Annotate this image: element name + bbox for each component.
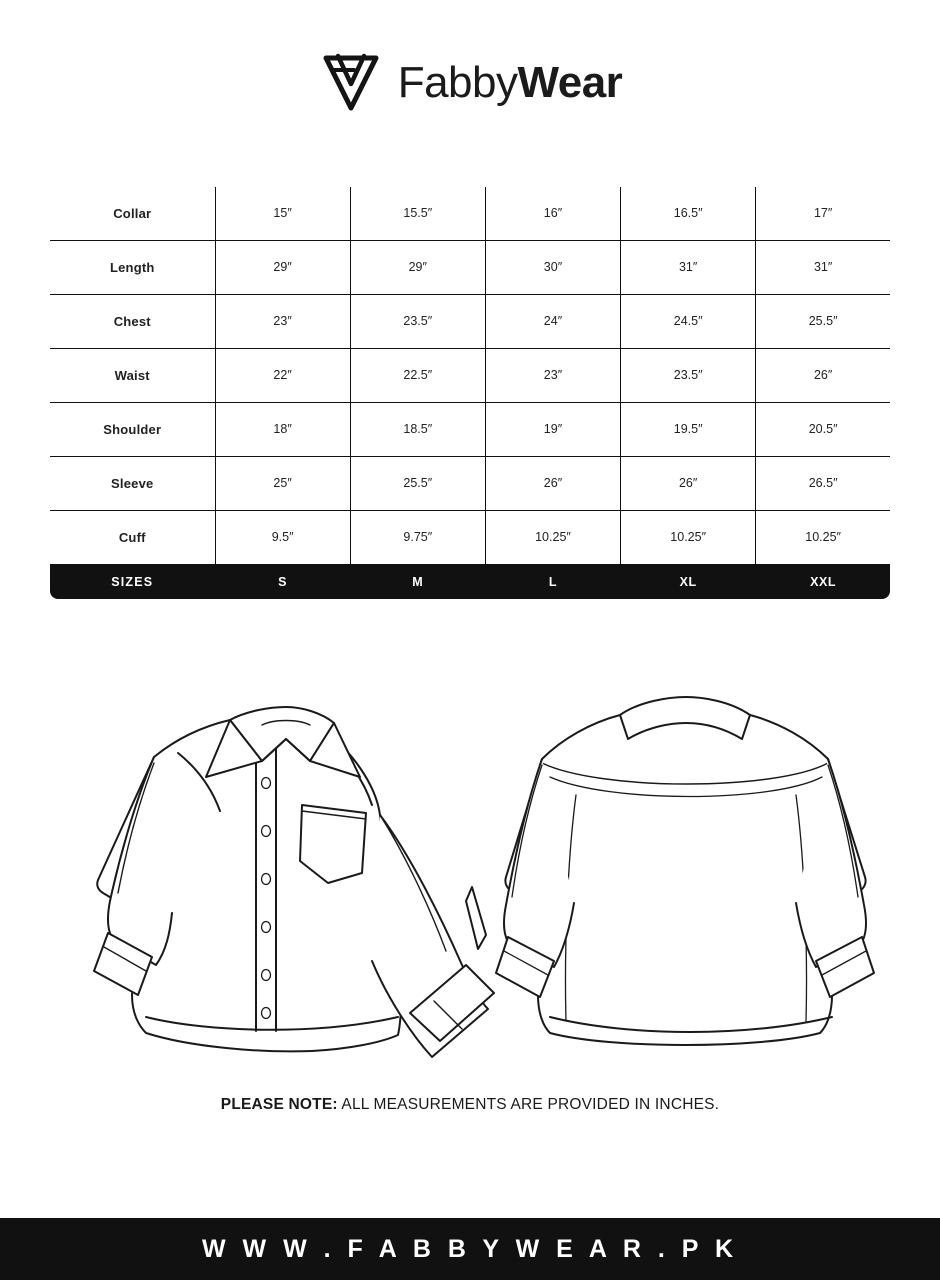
size-table-container (48, 185, 892, 601)
brand-name-light: Fabby (397, 58, 518, 107)
cell-cuff-l: 10.25″ (485, 510, 620, 564)
size-table (48, 185, 892, 601)
measurement-note (0, 1096, 940, 1114)
cell-chest-l: 24″ (485, 294, 620, 348)
cell-cuff-m: 9.75″ (350, 510, 485, 564)
row-label-cuff: Cuff (49, 510, 215, 564)
cell-waist-xxl: 26″ (756, 348, 891, 402)
cell-length-l: 30″ (485, 240, 620, 294)
table-row (49, 294, 891, 348)
cell-waist-m: 22.5″ (350, 348, 485, 402)
note-emphasis: PLEASE NOTE: (220, 1096, 338, 1113)
cell-waist-s: 22″ (215, 348, 350, 402)
website-url: W W W . F A B B Y W E A R . P K (201, 1234, 739, 1263)
cell-collar-l: 16″ (485, 186, 620, 240)
cell-length-m: 29″ (350, 240, 485, 294)
cell-shoulder-xl: 19.5″ (621, 402, 756, 456)
cell-chest-m: 23.5″ (350, 294, 485, 348)
cell-waist-xl: 23.5″ (621, 348, 756, 402)
table-row (49, 402, 891, 456)
cell-chest-s: 23″ (215, 294, 350, 348)
cell-sleeve-xxl: 26.5″ (756, 456, 891, 510)
table-row (49, 240, 891, 294)
note-text: ALL MEASUREMENTS ARE PROVIDED IN INCHES. (337, 1096, 720, 1113)
cell-chest-xl: 24.5″ (621, 294, 756, 348)
table-row (49, 510, 891, 564)
size-header-l: L (485, 564, 620, 600)
cell-sleeve-l: 26″ (485, 456, 620, 510)
cell-collar-xxl: 17″ (756, 186, 891, 240)
cell-cuff-xxl: 10.25″ (756, 510, 891, 564)
table-row (49, 186, 891, 240)
cell-shoulder-xxl: 20.5″ (756, 402, 891, 456)
website-footer-bar (0, 1218, 940, 1280)
shirt-illustrations (0, 665, 940, 1065)
row-label-shoulder: Shoulder (49, 402, 215, 456)
cell-length-xxl: 31″ (756, 240, 891, 294)
table-row (49, 456, 891, 510)
cell-sleeve-xl: 26″ (621, 456, 756, 510)
sizes-label: SIZES (49, 564, 215, 600)
cell-shoulder-s: 18″ (215, 402, 350, 456)
row-label-waist: Waist (49, 348, 215, 402)
row-label-sleeve: Sleeve (49, 456, 215, 510)
shirt-back-illustration (490, 665, 890, 1065)
fabbywear-logo-icon (318, 50, 384, 116)
cell-collar-s: 15″ (215, 186, 350, 240)
brand-header (0, 50, 940, 116)
row-label-chest: Chest (49, 294, 215, 348)
table-row (49, 348, 891, 402)
cell-length-s: 29″ (215, 240, 350, 294)
size-header-xxl: XXL (756, 564, 891, 600)
row-label-collar: Collar (49, 186, 215, 240)
cell-waist-l: 23″ (485, 348, 620, 402)
cell-sleeve-m: 25.5″ (350, 456, 485, 510)
size-header-s: S (215, 564, 350, 600)
sizes-header-row (49, 564, 891, 600)
brand-name-bold: Wear (517, 58, 623, 107)
size-table-body (49, 186, 891, 600)
cell-shoulder-l: 19″ (485, 402, 620, 456)
cell-sleeve-s: 25″ (215, 456, 350, 510)
cell-cuff-xl: 10.25″ (621, 510, 756, 564)
cell-collar-xl: 16.5″ (621, 186, 756, 240)
cell-shoulder-m: 18.5″ (350, 402, 485, 456)
cell-length-xl: 31″ (621, 240, 756, 294)
row-label-length: Length (49, 240, 215, 294)
brand-wordmark (398, 58, 623, 108)
shirt-front-illustration (80, 665, 520, 1065)
cell-chest-xxl: 25.5″ (756, 294, 891, 348)
size-header-xl: XL (621, 564, 756, 600)
cell-collar-m: 15.5″ (350, 186, 485, 240)
cell-cuff-s: 9.5″ (215, 510, 350, 564)
size-header-m: M (350, 564, 485, 600)
